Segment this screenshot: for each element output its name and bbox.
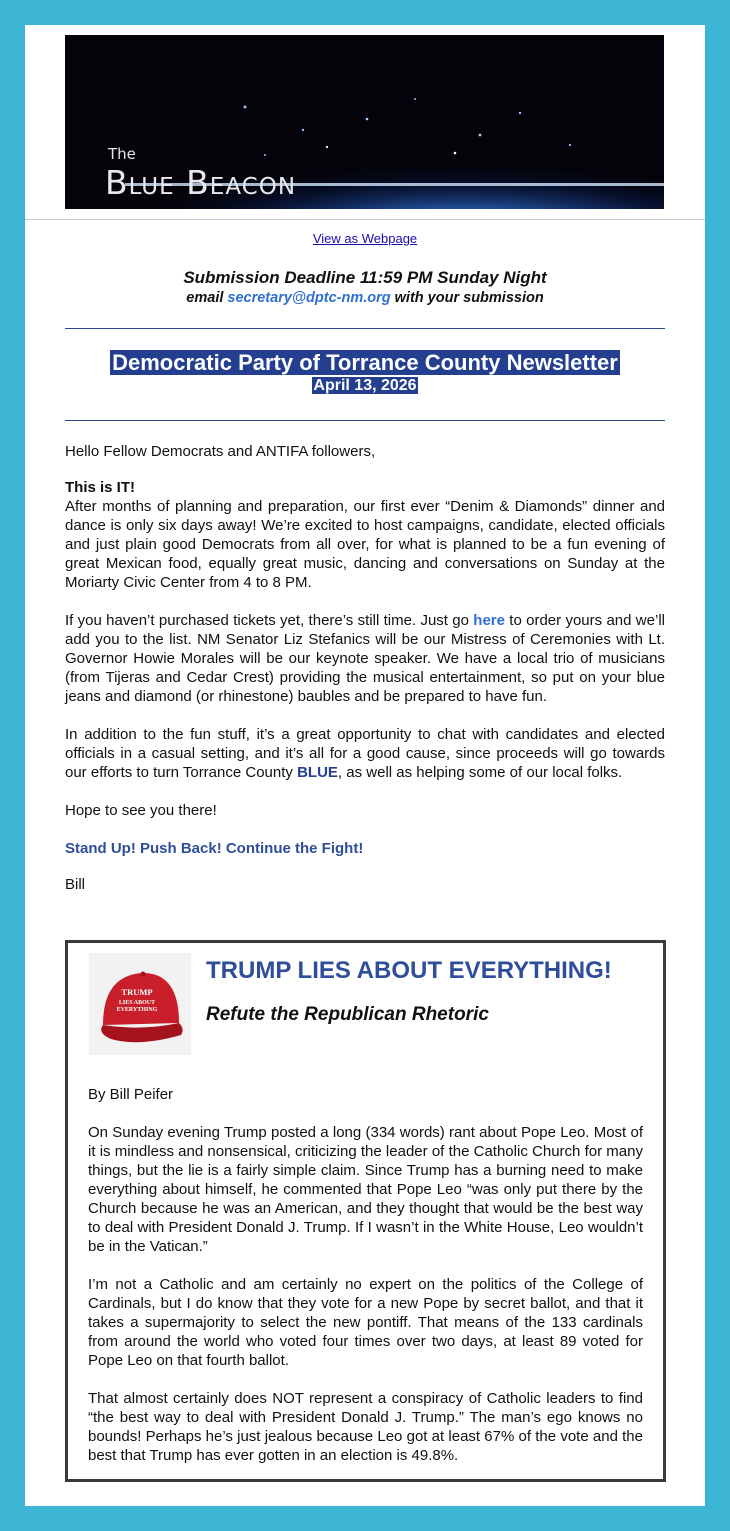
p3-text-after: , as well as helping some of our local folks.: [337, 764, 623, 781]
article-subtitle: Refute the Republican Rhetoric: [206, 1004, 489, 1025]
hat-text-line-3: EVERYTHING: [116, 1007, 158, 1013]
email-suffix: with your submission: [390, 290, 544, 306]
newsletter-date-text: April 13, 2026: [313, 377, 417, 394]
newsletter-card: [25, 25, 705, 1506]
view-as-webpage-link[interactable]: View as Webpage: [312, 231, 418, 246]
hat-text-line-2: LIES ABOUT: [118, 1000, 156, 1006]
article-title: TRUMP LIES ABOUT EVERYTHING!: [206, 957, 612, 984]
tickets-here-link[interactable]: here: [473, 612, 505, 629]
divider-rule-bottom: [65, 420, 665, 421]
blue-emphasis: BLUE: [297, 764, 338, 781]
divider: [25, 219, 705, 220]
hat-text-line-1: TRUMP: [121, 987, 153, 997]
submission-email-line: [25, 290, 705, 306]
slogan: Stand Up! Push Back! Continue the Fight!: [65, 840, 364, 857]
article-byline: By Bill Peifer: [88, 1086, 174, 1103]
letter-paragraph-1: After months of planning and preparation, our first ever “Denim & Diamonds” dinner and dance is only six days away! We’re excited to host campaigns, candidate, elected officials and just plain good Democrats from all over, for what is planned to be a fun evening of great Mexican food, equally great music, dancing and conversations on Sunday at the Moriarty Civic Center from 4 to 8 PM.: [65, 498, 665, 591]
letter-heading: This is IT!: [65, 479, 136, 496]
letter-body: [65, 442, 665, 894]
newsletter-title: [25, 350, 705, 376]
banner-title: Blue Beacon: [105, 163, 297, 202]
header-banner: [65, 35, 664, 209]
red-hat-image: [89, 953, 191, 1055]
letter-paragraph-3: [65, 725, 665, 782]
divider-rule-top: [65, 328, 665, 329]
article-paragraph-2: I’m not a Catholic and am certainly no expert on the politics of the College of Cardinals, but I do know that they vote for a new Pope by secret ballot, and that it takes a supermajority to select the new pontiff. That means of the 133 cardinals from around the world who voted four times over two days, at least 89 voted for Pope Leo on that fourth ballot.: [88, 1276, 643, 1369]
greeting: Hello Fellow Democrats and ANTIFA followers,: [65, 443, 376, 460]
newsletter-date: [25, 377, 705, 395]
p3-text-before: In addition to the fun stuff, it’s a great opportunity to chat with candidates and elected officials in a casual setting, and it’s all for a good cause, since proceeds will go towards our efforts to turn Torrance County: [65, 726, 665, 781]
secretary-email-link[interactable]: secretary@dptc-nm.org: [227, 290, 391, 306]
article-paragraph-3: That almost certainly does NOT represent a conspiracy of Catholic leaders to find “the best way to deal with President Donald J. Trump.” The man’s ego knows no bounds! Perhaps he’s just jealous because Leo got at least 67% of the vote and the best that Trump has ever gotten in an election is 49.8%.: [88, 1390, 643, 1464]
p2-text-before: If you haven’t purchased tickets yet, there’s still time. Just go: [65, 612, 474, 629]
article-body: [88, 1085, 643, 1465]
article-box: [65, 940, 666, 1482]
banner-the-text: The: [108, 145, 136, 163]
letter-paragraph-4: Hope to see you there!: [65, 802, 217, 819]
article-paragraph-1: On Sunday evening Trump posted a long (334 words) rant about Pope Leo. Most of it is mindless and nonsensical, criticizing the leader of the Catholic Church for many things, but the lie is a fairly simple claim. Since Trump has a burning need to make everything about himself, he commented that Pope Leo “was only put there by the Church because he was an American, and they thought that would be the best way to deal with President Donald J. Trump. If I wasn’t in the White House, Leo wouldn’t be in the Vatican.”: [88, 1124, 643, 1255]
p2-text-after: to order yours and we’ll add you to the list. NM Senator Liz Stefanics will be our Mistress of Ceremonies with Lt. Governor Howie Morales will be our keynote speaker. We have a local trio of musicians (from Tijeras and Cedar Crest) providing the musical entertainment, so put on your blue jeans and diamond (or rhinestone) baubles and be prepared to have fun.: [65, 612, 665, 705]
submission-deadline: Submission Deadline 11:59 PM Sunday Night: [183, 268, 547, 287]
letter-paragraph-2: [65, 611, 665, 706]
email-prefix: email: [186, 290, 228, 306]
signature: Bill: [65, 876, 86, 893]
newsletter-title-text: Democratic Party of Torrance County Newsletter: [112, 350, 618, 375]
red-cap-icon: [89, 953, 191, 1055]
